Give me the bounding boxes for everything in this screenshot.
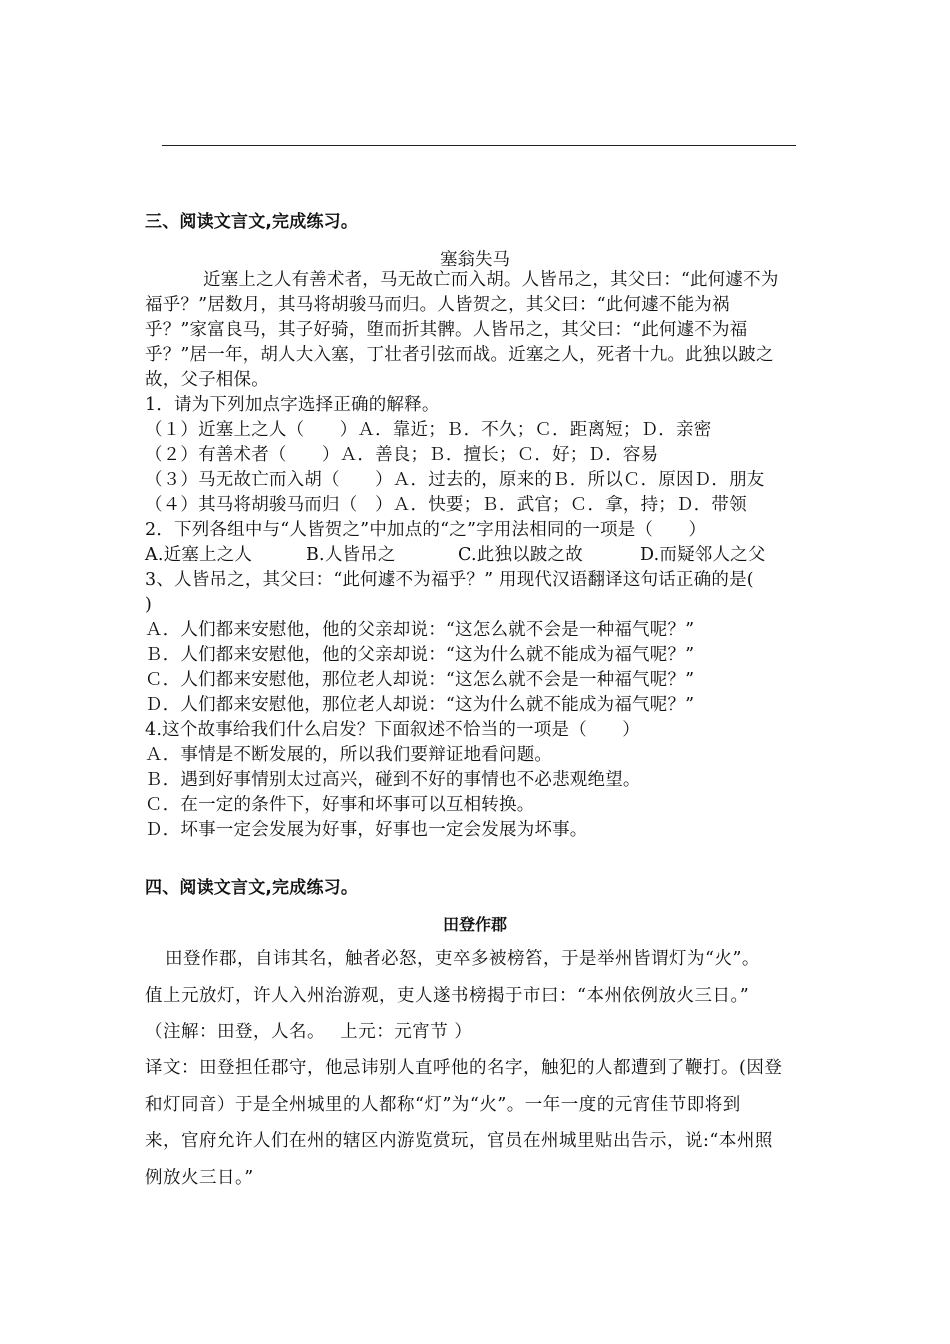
question3-option: Ｃ．人们都来安慰他，那位老人却说：“这怎么就不会是一种福气呢？” [145, 670, 695, 690]
section4-heading: 四、阅读文言文,完成练习。 [145, 878, 359, 898]
question2-option: C.此独以跛之故 [458, 545, 583, 565]
question2-option: D.而疑邻人之父 [640, 545, 766, 565]
question3-option: Ｂ．人们都来安慰他，他的父亲却说：“这为什么就不能成为福气呢？” [145, 645, 695, 665]
section3-title: 塞翁失马 [440, 250, 510, 270]
question3-stem: 3、人皆吊之，其父曰：“此何遽不为福乎？” 用现代汉语翻译这句话正确的是( [145, 570, 754, 590]
question1-stem: 1．请为下列加点字选择正确的解释。 [145, 395, 440, 415]
section4-note: （注解：田登，人名。 上元：元宵节 ） [145, 1022, 473, 1042]
section3-passage-line: 乎？”家富良马，其子好骑，堕而折其髀。人皆吊之，其父曰：“此何遽不为福 [145, 320, 748, 340]
question1-item: （２）有善术者（ ）Ａ．善良；Ｂ．擅长；Ｃ．好；Ｄ．容易 [145, 445, 659, 465]
answer-line [162, 145, 796, 146]
section4-translation-line: 和灯同音）于是全州城里的人都称“灯”为“火”。一年一度的元宵佳节即将到 [145, 1095, 741, 1115]
question2-stem: 2．下列各组中与“人皆贺之”中加点的“之”字用法相同的一项是（ ） [145, 520, 707, 540]
section4-title: 田登作郡 [442, 915, 507, 934]
section3-passage-line: 乎？”居一年，胡人大入塞，丁壮者引弦而战。近塞之人，死者十九。此独以跛之 [145, 345, 774, 365]
section4-translation-line: 来，官府允许人们在州的辖区内游览赏玩，官员在州城里贴出告示，说:“本州照 [145, 1131, 773, 1151]
question1-item: （１）近塞上之人（ ）Ａ．靠近；Ｂ．不久；Ｃ．距离短；Ｄ．亲密 [145, 420, 712, 440]
question2-option: B.人皆吊之 [306, 545, 396, 565]
section4-passage-line: 值上元放灯，许人入州治游观，吏人遂书榜揭于市曰：“本州依例放火三日。” [145, 986, 750, 1006]
question4-stem: 4.这个故事给我们什么启发？下面叙述不恰当的一项是（ ） [145, 720, 640, 740]
question3-stem-end: ) [145, 595, 153, 615]
question3-option: Ｄ．人们都来安慰他，那位老人却说：“这为什么就不能成为福气呢？” [145, 695, 695, 715]
section3-passage-line: 故，父子相保。 [145, 370, 269, 390]
question2-option: A.近塞上之人 [145, 545, 253, 565]
question4-option: Ｂ．遇到好事情别太过高兴，碰到不好的事情也不必悲观绝望。 [145, 770, 641, 790]
question1-item: （３）马无故亡而入胡（ ）Ａ．过去的，原来的Ｂ．所以Ｃ．原因Ｄ．朋友 [145, 470, 765, 490]
question1-item: （４）其马将胡骏马而归（ ）Ａ．快要；Ｂ．武官；Ｃ．拿，持；Ｄ．带领 [145, 495, 747, 515]
section4-translation-line: 译文：田登担任郡守，他忌讳别人直呼他的名字，触犯的人都遭到了鞭打。(因登 [145, 1058, 783, 1078]
question4-option: Ｃ．在一定的条件下，好事和坏事可以互相转换。 [145, 795, 535, 815]
question4-option: Ａ．事情是不断发展的，所以我们要辩证地看问题。 [145, 745, 553, 765]
section3-passage-line: 福乎？”居数月，其马将胡骏马而归。人皆贺之，其父曰：“此何遽不能为祸 [145, 295, 730, 315]
section3-passage-line: 近塞上之人有善术者，马无故亡而入胡。人皆吊之，其父曰：“此何遽不为 [203, 270, 779, 290]
question4-option: Ｄ．坏事一定会发展为好事，好事也一定会发展为坏事。 [145, 820, 588, 840]
section4-passage-line: 田登作郡，自讳其名，触者必怒，吏卒多被榜笞，于是举州皆谓灯为“火”。 [165, 949, 760, 969]
question3-option: Ａ．人们都来安慰他，他的父亲却说：“这怎么就不会是一种福气呢？” [145, 620, 695, 640]
section4-translation-line: 例放火三日。” [145, 1168, 254, 1188]
section3-heading: 三、阅读文言文,完成练习。 [145, 212, 359, 232]
